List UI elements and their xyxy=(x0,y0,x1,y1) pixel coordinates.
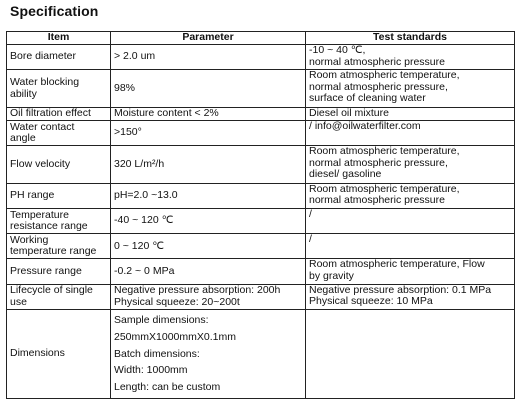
table-row xyxy=(7,45,515,70)
cell-line: surface of cleaning water xyxy=(309,92,426,105)
parameter-cell xyxy=(111,70,306,108)
cell-line: / xyxy=(309,233,312,246)
table-row xyxy=(7,146,515,184)
cell-line: normal atmospheric pressure, xyxy=(309,80,448,93)
item-cell xyxy=(7,284,111,309)
cell-line: Lifecycle of single xyxy=(10,284,93,297)
cell-line: Room atmospheric temperature, xyxy=(309,183,460,195)
parameter-cell xyxy=(111,183,306,208)
cell-line: Working xyxy=(10,233,49,246)
table-row xyxy=(7,234,515,259)
test-standards-cell xyxy=(306,259,515,284)
header-parameter: Parameter xyxy=(111,32,306,45)
parameter-cell xyxy=(111,284,306,309)
cell-line: 320 L/m²/h xyxy=(114,157,165,170)
cell-line: / xyxy=(309,208,312,221)
parameter-cell xyxy=(111,234,306,259)
table-row xyxy=(7,107,515,120)
cell-line: Physical squeeze: 10 MPa xyxy=(309,295,433,308)
table-header-row xyxy=(7,32,515,45)
test-standards-cell xyxy=(306,121,515,146)
cell-line: Water blocking xyxy=(10,76,80,89)
specification-table xyxy=(6,31,515,399)
test-standards-cell xyxy=(306,234,515,259)
table-row xyxy=(7,309,515,398)
cell-line: > 2.0 um xyxy=(114,50,156,63)
parameter-cell xyxy=(111,107,306,120)
header-test-standards: Test standards xyxy=(306,32,515,45)
table-row xyxy=(7,259,515,284)
cell-line: Oil filtration effect xyxy=(10,107,91,120)
cell-line: 98% xyxy=(114,81,136,94)
item-cell xyxy=(7,234,111,259)
parameter-cell xyxy=(111,309,306,398)
parameter-cell xyxy=(111,146,306,184)
test-standards-cell xyxy=(306,183,515,208)
cell-line: Flow velocity xyxy=(10,157,71,170)
item-cell xyxy=(7,45,111,70)
table-row xyxy=(7,70,515,108)
page-title: Specification xyxy=(10,3,99,19)
table-body xyxy=(7,45,515,399)
cell-line: 250mmX1000mmX0.1mm xyxy=(114,330,236,343)
cell-line: Sample dimensions: xyxy=(114,313,209,326)
cell-line: normal atmospheric pressure xyxy=(309,194,445,207)
table-row xyxy=(7,209,515,234)
cell-line: Room atmospheric temperature, xyxy=(309,69,460,82)
cell-line: diesel/ gasoline xyxy=(309,168,382,181)
cell-line: -10 ~ 40 ℃, xyxy=(309,44,366,56)
item-cell xyxy=(7,146,111,184)
cell-line: Physical squeeze: 20~200t xyxy=(114,295,240,308)
cell-line: Water contact xyxy=(10,120,75,133)
cell-line: pH=2.0 ~13.0 xyxy=(114,189,178,202)
test-standards-cell xyxy=(306,146,515,184)
cell-line: ability xyxy=(10,87,37,100)
test-standards-cell xyxy=(306,284,515,309)
cell-line: Room atmospheric temperature, Flow xyxy=(309,258,485,271)
cell-line: Temperature xyxy=(10,208,69,221)
cell-line: Negative pressure absorption: 200h xyxy=(114,284,281,297)
item-cell xyxy=(7,259,111,284)
table-row xyxy=(7,284,515,309)
cell-line: / info@oilwaterfilter.com xyxy=(309,120,421,133)
cell-line: Length: can be custom xyxy=(114,381,221,394)
cell-line: by gravity xyxy=(309,269,354,282)
cell-line: Bore diameter xyxy=(10,50,76,63)
cell-line: -40 ~ 120 ℃ xyxy=(114,214,174,227)
parameter-cell xyxy=(111,259,306,284)
cell-line: normal atmospheric pressure xyxy=(309,55,445,68)
item-cell xyxy=(7,121,111,146)
cell-line: -0.2 ~ 0 MPa xyxy=(114,264,175,277)
cell-line: Dimensions xyxy=(10,347,65,360)
parameter-cell xyxy=(111,209,306,234)
cell-line: Moisture content < 2% xyxy=(114,107,219,120)
cell-line: Diesel oil mixture xyxy=(309,107,389,119)
cell-line: PH range xyxy=(10,189,55,202)
cell-line: normal atmospheric pressure, xyxy=(309,156,448,169)
cell-line: Width: 1000mm xyxy=(114,364,188,377)
cell-line: Pressure range xyxy=(10,264,82,277)
cell-line: resistance range xyxy=(10,220,88,233)
cell-line: Room atmospheric temperature, xyxy=(309,145,460,158)
item-cell xyxy=(7,309,111,398)
cell-line: 0 ~ 120 ℃ xyxy=(114,239,165,252)
test-standards-cell xyxy=(306,45,515,70)
header-item: Item xyxy=(7,32,111,45)
parameter-cell xyxy=(111,121,306,146)
table-row xyxy=(7,121,515,146)
cell-line: angle xyxy=(10,132,36,145)
cell-line: >150° xyxy=(114,126,142,139)
item-cell xyxy=(7,183,111,208)
cell-line: temperature range xyxy=(10,245,97,258)
item-cell xyxy=(7,209,111,234)
cell-line: use xyxy=(10,295,27,308)
item-cell xyxy=(7,107,111,120)
parameter-cell xyxy=(111,45,306,70)
cell-line: Negative pressure absorption: 0.1 MPa xyxy=(309,284,492,296)
table-row xyxy=(7,183,515,208)
test-standards-cell xyxy=(306,209,515,234)
test-standards-cell xyxy=(306,107,515,120)
test-standards-cell xyxy=(306,309,515,398)
cell-line: Batch dimensions: xyxy=(114,347,200,360)
item-cell xyxy=(7,70,111,108)
test-standards-cell xyxy=(306,70,515,108)
